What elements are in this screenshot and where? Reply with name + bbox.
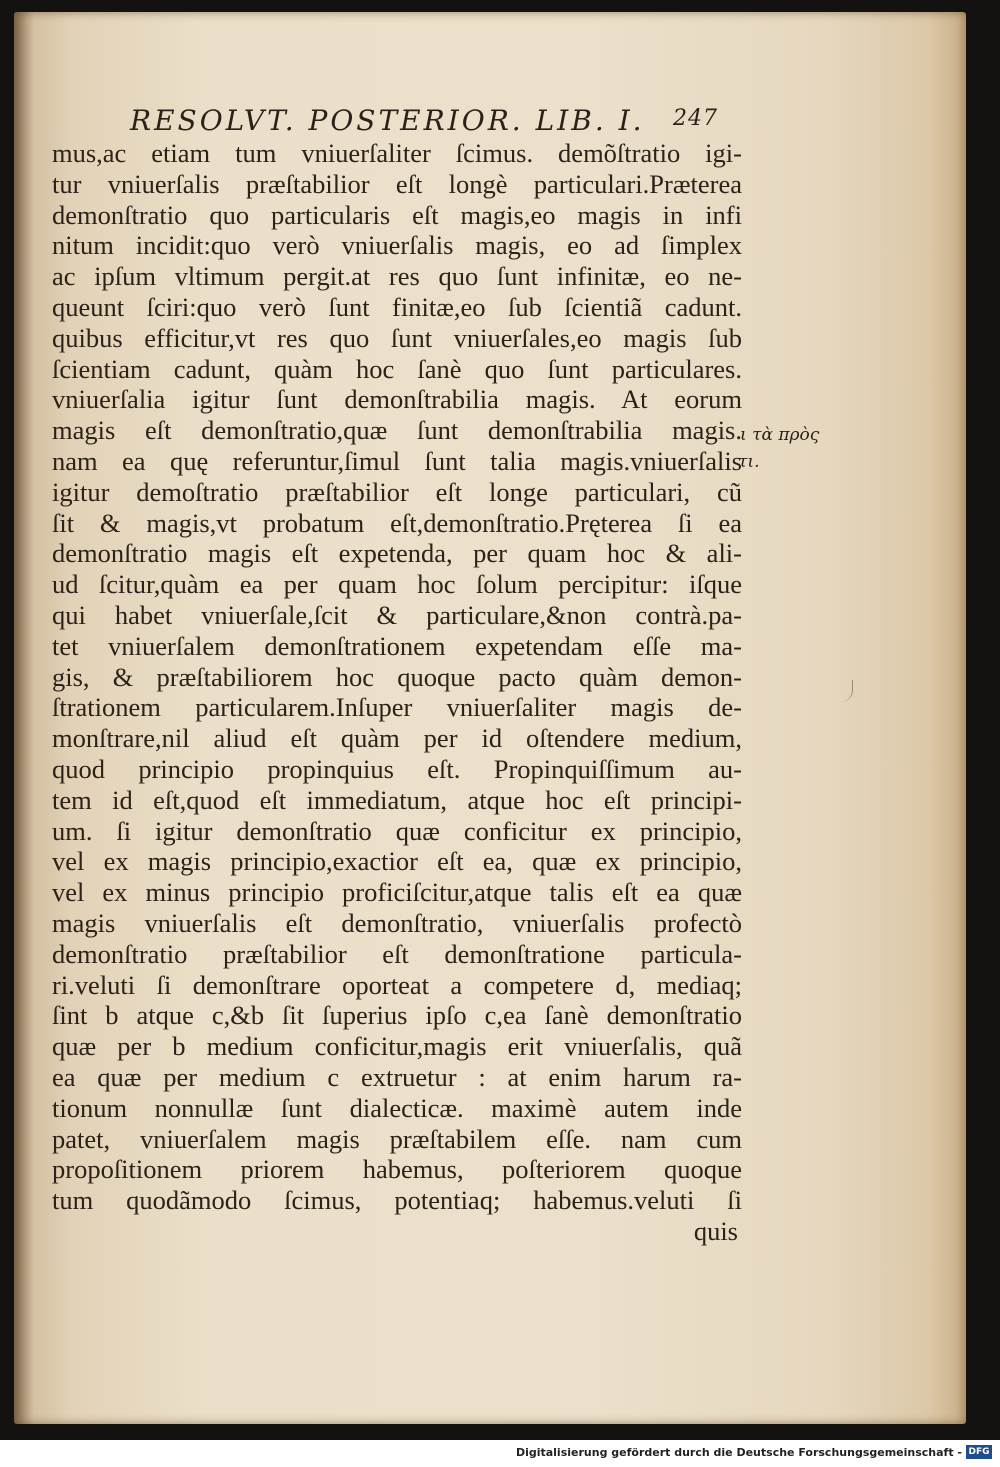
footer-bar: [0, 1440, 1000, 1467]
text-line: quæ per b medium conficitur,magis erit vniuerſalis, quã: [52, 1031, 742, 1062]
body-text: [52, 138, 742, 1247]
text-line: nam ea quę referuntur,ſimul ſunt talia magis.vniuerſalis: [52, 445, 742, 476]
text-line: vel ex magis principio,exactior eſt ea, quæ ex principio,: [52, 846, 742, 877]
marginal-note-line-2: τι.: [738, 452, 760, 472]
text-line: magis eſt demonſtratio,quæ ſunt demonſtrabilia magis.: [52, 415, 742, 446]
page-gutter-shadow: [14, 12, 34, 1424]
text-line: igitur demoſtratio præſtabilior eſt longe particulari, cũ: [52, 476, 742, 507]
text-line: ea quæ per medium c extruetur : at enim harum ra-: [52, 1061, 742, 1092]
digitization-credit: Digitalisierung gefördert durch die Deutsche Forschungsgemeinschaft -: [515, 1446, 962, 1459]
text-line: patet, vniuerſalem magis præſtabilem eſſe. nam cum: [52, 1123, 742, 1154]
text-line: nitum incidit:quo verò vniuerſalis magis, eo ad ſimplex: [52, 230, 742, 261]
text-line: magis vniuerſalis eſt demonſtratio, vniuerſalis profectò: [52, 907, 742, 938]
text-line: gis, & præſtabiliorem hoc quoque pacto quàm demon-: [52, 661, 742, 692]
running-title: RESOLVT. POSTERIOR. LIB. I.: [130, 104, 645, 137]
text-line: ac ipſum vltimum pergit.at res quo ſunt infinitæ, eo ne-: [52, 261, 742, 292]
text-line: tur vniuerſalis præſtabilior eſt longè particulari.Præterea: [52, 168, 742, 199]
text-line: quibus efficitur,vt res quo ſunt vniuerſales,eo magis ſub: [52, 322, 742, 353]
text-line: ſtrationem particularem.Inſuper vniuerſaliter magis de-: [52, 692, 742, 723]
text-line: demonſtratio quo particularis eſt magis,eo magis in infi: [52, 199, 742, 230]
text-line: ſint b atque c,&b ſit ſuperius ipſo c,ea ſanè demonſtratio: [52, 1000, 742, 1031]
text-line: tum quodãmodo ſcimus, potentiaq; habemus.veluti ſi: [52, 1185, 742, 1216]
text-line: vel ex minus principio proficiſcitur,atque talis eſt ea quæ: [52, 877, 742, 908]
text-line: tem id eſt,quod eſt immediatum, atque hoc eſt principi-: [52, 784, 742, 815]
dfg-logo: DFG: [966, 1445, 992, 1459]
text-line: ud ſcitur,quàm ea per quam hoc ſolum percipitur: iſque: [52, 569, 742, 600]
text-line: mus,ac etiam tum vniuerſaliter ſcimus. demõſtratio igi-: [52, 138, 742, 168]
text-line: um. ſi igitur demonſtratio quæ conficitur ex principio,: [52, 815, 742, 846]
text-line: demonſtratio præſtabilior eſt demonſtratione particula-: [52, 938, 742, 969]
text-line: demonſtratio magis eſt expetenda, per quam hoc & ali-: [52, 538, 742, 569]
text-line: quod principio propinquius eſt. Propinquiſſimum au-: [52, 753, 742, 784]
text-line: ri.veluti ſi demonſtrare oporteat a competere d, mediaq;: [52, 969, 742, 1000]
text-line: ſit & magis,vt probatum eſt,demonſtratio.Pręterea ſi ea: [52, 507, 742, 538]
text-line: vniuerſalia igitur ſunt demonſtrabilia magis. At eorum: [52, 384, 742, 415]
text-line: qui habet vniuerſale,ſcit & particulare,&non contrà.pa-: [52, 599, 742, 630]
text-line: tet vniuerſalem demonſtrationem expetendam eſſe ma-: [52, 630, 742, 661]
text-line: tionum nonnullæ ſunt dialecticæ. maximè autem inde: [52, 1092, 742, 1123]
text-line: ſcientiam cadunt, quàm hoc ſanè quo ſunt particulares.: [52, 353, 742, 384]
text-line: monſtrare,nil aliud eſt quàm per id oſtendere medium,: [52, 723, 742, 754]
text-line: quis: [693, 1215, 738, 1246]
page-number: 247: [673, 106, 718, 131]
text-line: queunt ſciri:quo verò ſunt finitæ,eo ſub ſcientiã cadunt.: [52, 291, 742, 322]
marginal-note-line-1: ι τὰ πρὸς: [740, 425, 820, 445]
text-line: propoſitionem priorem habemus, poſteriorem quoque: [52, 1154, 742, 1185]
